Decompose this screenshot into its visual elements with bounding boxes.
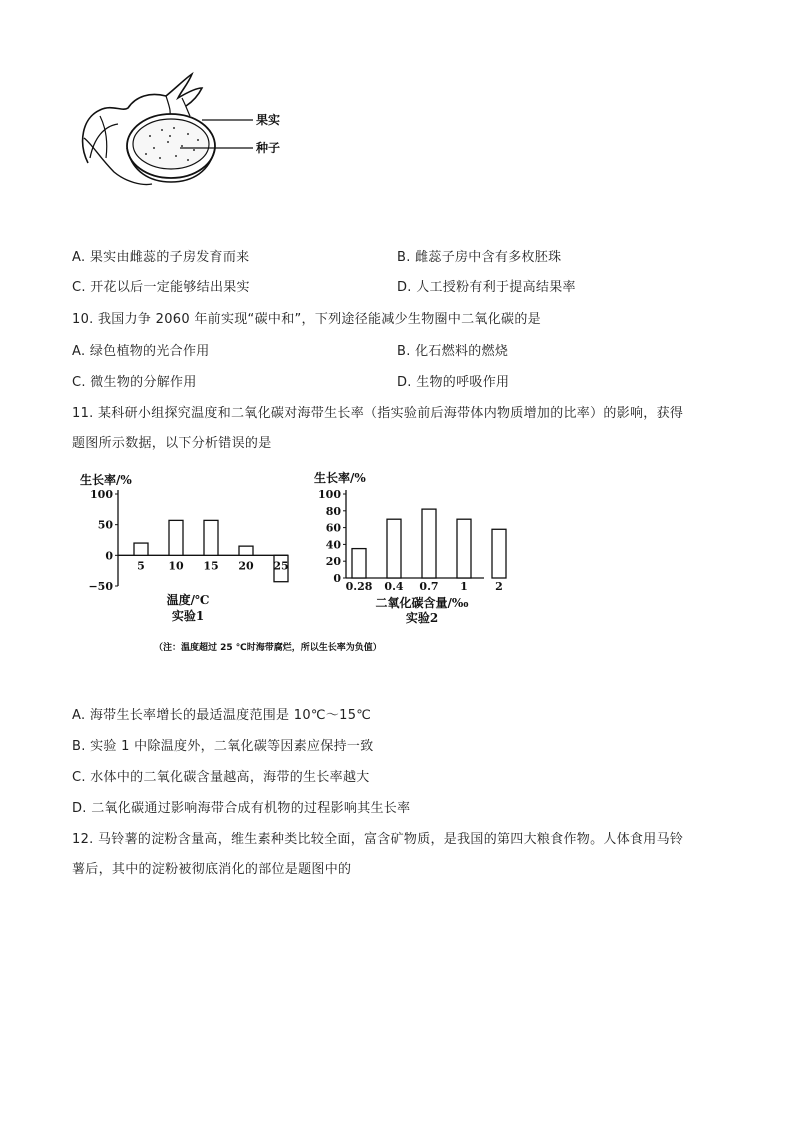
x-tick-label: 10 (168, 559, 184, 573)
option-letter: B. (72, 739, 86, 754)
x-tick-label: 5 (137, 559, 145, 573)
chart-title: 实验1 (171, 609, 205, 623)
option-letter: D. (72, 801, 87, 816)
option-text: 水体中的二氧化碳含量越高，海带的生长率越大 (90, 770, 370, 785)
q10-option-c[interactable] (72, 371, 197, 390)
option-letter: C. (72, 375, 86, 390)
x-tick-label: 25 (273, 559, 289, 573)
x-tick-label: 1 (460, 580, 468, 593)
x-tick-label: 0.28 (345, 580, 373, 593)
option-text: 海带生长率增长的最适温度范围是 10℃～15℃ (89, 708, 372, 723)
fruit-illustration (70, 68, 280, 198)
q10-option-d[interactable] (397, 371, 509, 390)
option-letter: C. (72, 770, 86, 785)
option-text: 绿色植物的光合作用 (89, 344, 210, 359)
y-tick-label: 60 (325, 521, 341, 535)
q10-option-a[interactable] (72, 340, 210, 359)
q12-stem-line1: 12. 马铃薯的淀粉含量高，维生素种类比较全面，富含矿物质，是我国的第四大粮食作物。人体食用马铃 (72, 832, 684, 847)
x-tick-label: 0.4 (384, 580, 404, 593)
bar (422, 509, 436, 578)
x-tick-label: 2 (495, 580, 503, 593)
bar (204, 520, 218, 555)
q11-option-d[interactable] (72, 797, 410, 816)
q10-stem: 10. 我国力争 2060 年前实现“碳中和”，下列途径能减少生物圈中二氧化碳的是 (72, 312, 541, 327)
q11-stem-line2: 题图所示数据，以下分析错误的是 (72, 436, 272, 451)
x-tick-label: 15 (203, 559, 219, 573)
option-letter: B. (397, 250, 411, 265)
chart-note: （注：温度超过 25 ℃时海带腐烂，所以生长率为负值） (154, 643, 382, 653)
x-tick-label: 20 (238, 559, 254, 573)
q10-option-b[interactable] (397, 340, 508, 359)
seed-label: 种子 (256, 141, 281, 155)
option-text: 二氧化碳通过影响海带合成有机物的过程影响其生长率 (91, 801, 411, 816)
q11-option-b[interactable] (72, 735, 374, 754)
bar (387, 519, 401, 578)
q11-option-a[interactable] (72, 704, 371, 723)
y-tick-label: 0 (333, 572, 341, 585)
option-text: 微生物的分解作用 (90, 375, 197, 390)
y-tick-label: 20 (325, 555, 341, 569)
bar (492, 529, 506, 578)
bar (134, 543, 148, 555)
charts-figure (70, 466, 503, 662)
q9-option-c[interactable] (72, 276, 250, 295)
q11-option-c[interactable] (72, 766, 370, 785)
chart-title: 实验2 (405, 611, 439, 625)
x-axis-label: 温度/℃ (166, 593, 210, 607)
bar (239, 546, 253, 555)
q9-option-b[interactable] (397, 246, 561, 265)
bar (352, 549, 366, 578)
option-letter: A. (72, 708, 86, 723)
y-axis-label: 生长率/% (80, 473, 132, 487)
option-text: 雌蕊子房中含有多枚胚珠 (415, 250, 562, 265)
bar (169, 520, 183, 555)
option-letter: A. (72, 344, 86, 359)
y-tick-label: 40 (325, 538, 341, 552)
x-axis-label: 二氧化碳含量/‰ (375, 596, 469, 610)
q11-stem-line1: 11. 某科研小组探究温度和二氧化碳对海带生长率（指实验前后海带体内物质增加的比率）的影响，获得 (72, 406, 684, 421)
option-text: 开花以后一定能够结出果实 (90, 280, 250, 295)
y-tick-label: 100 (90, 488, 113, 501)
option-letter: A. (72, 250, 86, 265)
y-tick-label: 50 (97, 518, 113, 532)
fruit-label: 果实 (256, 113, 281, 127)
y-tick-label: −50 (88, 580, 113, 593)
option-letter: D. (397, 375, 412, 390)
x-tick-label: 0.7 (419, 580, 439, 593)
bar-charts (70, 466, 503, 662)
y-tick-label: 100 (318, 488, 341, 501)
option-text: 人工授粉有利于提高结果率 (416, 280, 576, 295)
fruit-figure (70, 68, 280, 198)
q9-option-a[interactable] (72, 246, 249, 265)
y-tick-label: 80 (325, 504, 341, 518)
option-letter: B. (397, 344, 411, 359)
y-axis-label: 生长率/% (314, 471, 366, 485)
option-text: 实验 1 中除温度外，二氧化碳等因素应保持一致 (90, 739, 374, 754)
option-letter: D. (397, 280, 412, 295)
q12-stem-line2: 薯后，其中的淀粉被彻底消化的部位是题图中的 (72, 862, 352, 877)
option-text: 生物的呼吸作用 (416, 375, 510, 390)
option-letter: C. (72, 280, 86, 295)
y-tick-label: 0 (105, 549, 113, 563)
option-text: 果实由雌蕊的子房发育而来 (89, 250, 250, 265)
bar (457, 519, 471, 578)
q9-option-d[interactable] (397, 276, 576, 295)
option-text: 化石燃料的燃烧 (415, 344, 509, 359)
